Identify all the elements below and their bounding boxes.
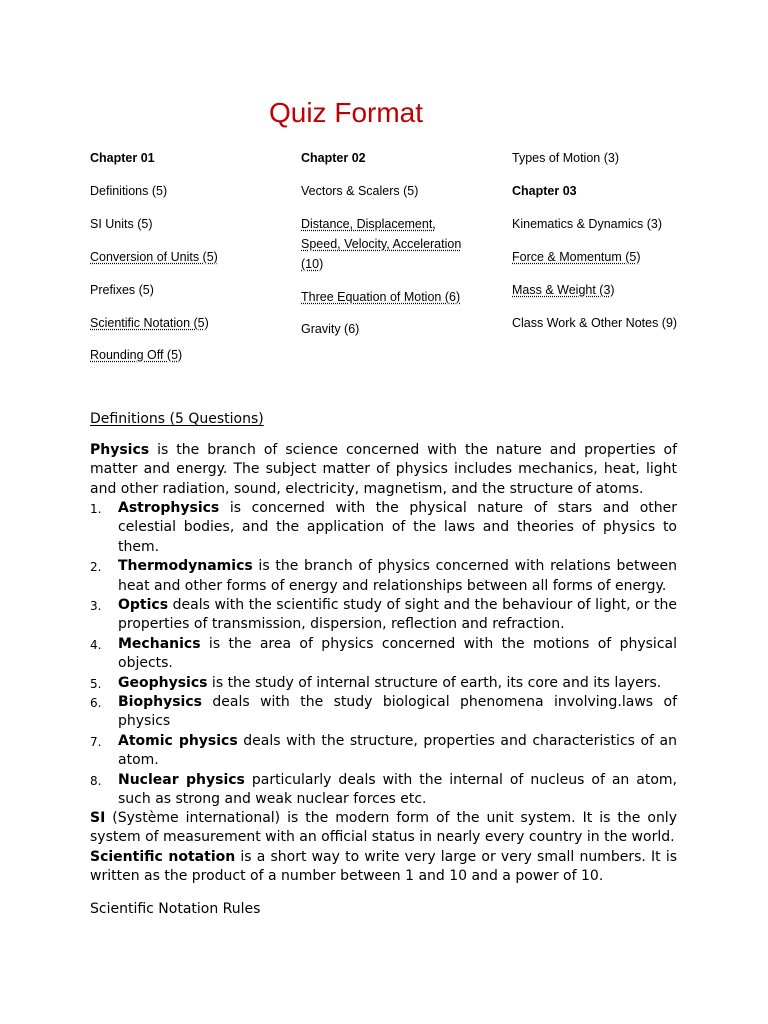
document-page — [90, 0, 677, 1024]
definitions-list — [90, 499, 677, 810]
list-number: 5. — [90, 676, 102, 691]
term-description: (Système international) is the modern form of the unit system. It is the only system of measurement with an official status in nearly every country in the world. — [90, 810, 677, 846]
definitions-heading: Definitions (5 Questions) — [90, 411, 264, 427]
term: Biophysics — [118, 694, 202, 711]
topic-item: Definitions (5) — [90, 184, 168, 198]
list-item — [90, 499, 677, 557]
list-item — [90, 635, 677, 674]
topic-item: Mass & Weight (3) — [512, 283, 615, 297]
list-number: 7. — [90, 734, 102, 749]
list-number: 2. — [90, 560, 102, 575]
list-item — [90, 732, 677, 771]
topic-item: Gravity (6) — [301, 322, 360, 336]
topic-item: Rounding Off (5) — [90, 348, 183, 362]
term: Nuclear physics — [118, 771, 245, 788]
term: Astrophysics — [118, 500, 220, 516]
list-number: 4. — [90, 637, 102, 652]
term-description: is the branch of physics concerned with relations between heat and other forms of energy and relationships between all forms of energy. — [118, 558, 677, 594]
term: Optics — [118, 597, 169, 614]
scientific-notation-paragraph — [90, 848, 677, 887]
list-item — [90, 674, 677, 693]
term: Atomic physics — [118, 732, 238, 749]
term: Mechanics — [118, 635, 201, 652]
topic-item: Force & Momentum (5) — [512, 250, 641, 264]
topic-item: Conversion of Units (5) — [90, 250, 218, 264]
term-description: is concerned with the physical nature of stars and other celestial bodies, and the application of the laws and theories of physics to them. — [118, 500, 677, 555]
chapter-heading: Chapter 02 — [301, 151, 366, 165]
term-description: deals with the scientific study of sight and the behaviour of light, or the properties of transmission, dispersion, reflection and refraction. — [118, 597, 677, 633]
term-description: is the area of physics concerned with the motions of physical objects. — [118, 635, 677, 672]
topic-item: Prefixes (5) — [90, 283, 154, 297]
topic-item: Distance, Displacement, Speed, Velocity, Acceleration (10) — [301, 217, 462, 271]
topic-item: Types of Motion (3) — [512, 151, 619, 165]
term-description: is the study of internal structure of earth, its core and its layers. — [207, 674, 662, 691]
list-number: 8. — [90, 773, 102, 788]
si-paragraph — [90, 809, 677, 848]
scientific-notation-rules-heading: Scientific Notation Rules — [90, 901, 261, 917]
term-description: is the branch of science concerned with the nature and properties of matter and energy. The subject matter of physics includes mechanics, heat, light and other radiation, sound, electricity, magnetism, and the structure of atoms. — [90, 442, 677, 497]
chapter-heading: Chapter 03 — [512, 184, 577, 198]
topic-item: Scientific Notation (5) — [90, 316, 209, 330]
term: Geophysics — [118, 674, 208, 691]
list-number: 6. — [90, 696, 102, 711]
list-number: 3. — [90, 599, 102, 614]
chapter-heading: Chapter 01 — [90, 151, 155, 165]
term: Scientific notation — [90, 849, 236, 865]
term-description: deals with the structure, properties and characteristics of an atom. — [118, 732, 677, 769]
topic-item: Vectors & Scalers (5) — [301, 184, 419, 198]
term-description: deals with the study biological phenomena involving.laws of physics — [118, 694, 677, 730]
physics-intro-paragraph — [90, 441, 677, 499]
term-description: particularly deals with the internal of nucleus of an atom, such as strong and weak nuclear forces etc. — [118, 771, 677, 808]
term: Thermodynamics — [118, 558, 253, 575]
list-item — [90, 693, 677, 732]
term-description: is a short way to write very large or very small numbers. It is written as the product of a number between 1 and 10 and a power of 10. — [90, 849, 678, 885]
topic-item: SI Units (5) — [90, 217, 153, 231]
topic-item: Kinematics & Dynamics (3) — [512, 217, 663, 231]
list-item — [90, 771, 677, 810]
list-number: 1. — [90, 502, 102, 516]
page-title: Quiz Format — [268, 97, 424, 128]
term: SI — [90, 810, 106, 826]
list-item — [90, 557, 677, 596]
term: Physics — [90, 442, 150, 458]
list-item — [90, 596, 677, 635]
topic-item: Class Work & Other Notes (9) — [512, 316, 678, 330]
topic-item: Three Equation of Motion (6) — [301, 290, 461, 304]
